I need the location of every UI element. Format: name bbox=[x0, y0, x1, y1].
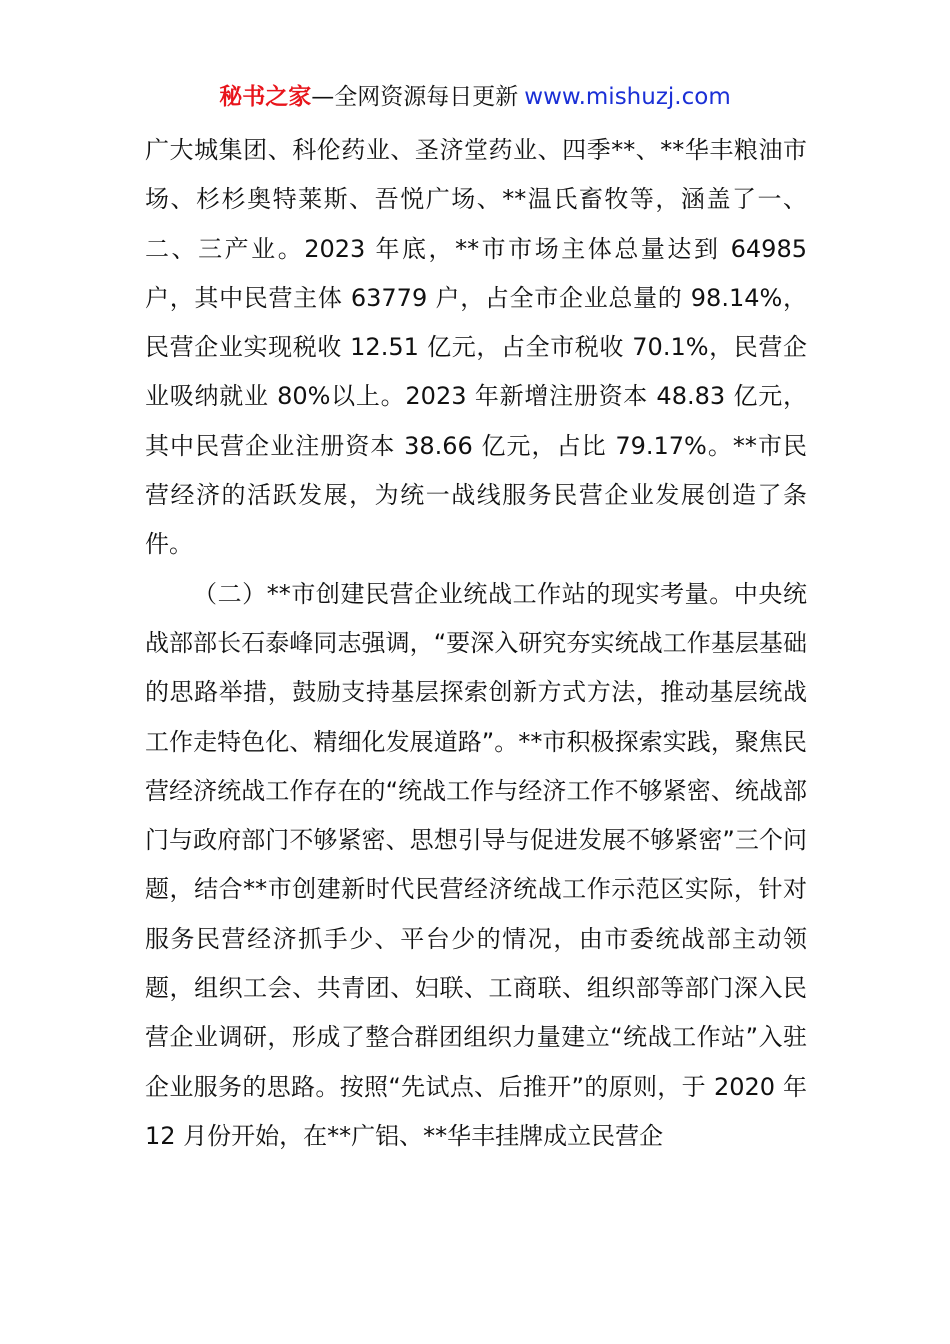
site-url-link[interactable]: www.mishuzj.com bbox=[524, 84, 731, 110]
brand-name: 秘书之家 bbox=[219, 84, 312, 110]
page-header bbox=[0, 82, 950, 112]
document-body bbox=[145, 126, 807, 1161]
paragraph-continuation: 广大城集团、科伦药业、圣济堂药业、四季**、**华丰粮油市场、杉杉奥特莱斯、吾悦广场、**温氏畜牧等，涵盖了一、二、三产业。2023 年底，**市市场主体总量达到 64985 户，其中民营主体 63779 户，占全市企业总量的 98.14%，民营企业实现税收 12.51 亿元，占全市税收 70.1%，民营企业吸纳就业 80%以上。2023 年新增注册资本 48.83 亿元，其中民营企业注册资本 38.66 亿元，占比 79.17%。**市民营经济的活跃发展，为统一战线服务民营企业发展创造了条件。 bbox=[145, 136, 807, 559]
header-tagline: —全网资源每日更新 bbox=[311, 84, 519, 110]
paragraph-section-two: （二）**市创建民营企业统战工作站的现实考量。中央统战部部长石泰峰同志强调，“要深入研究夯实统战工作基层基础的思路举措，鼓励支持基层探索创新方式方法，推动基层统战工作走特色化、精细化发展道路”。**市积极探索实践，聚焦民营经济统战工作存在的“统战工作与经济工作不够紧密、统战部门与政府部门不够紧密、思想引导与促进发展不够紧密”三个问题，结合**市创建新时代民营经济统战工作示范区实际，针对服务民营经济抓手少、平台少的情况，由市委统战部主动领题，组织工会、共青团、妇联、工商联、组织部等部门深入民营企业调研，形成了整合群团组织力量建立“统战工作站”入驻企业服务的思路。按照“先试点、后推开”的原则，于 2020 年 12 月份开始，在**广铝、**华丰挂牌成立民营企 bbox=[145, 579, 807, 1150]
